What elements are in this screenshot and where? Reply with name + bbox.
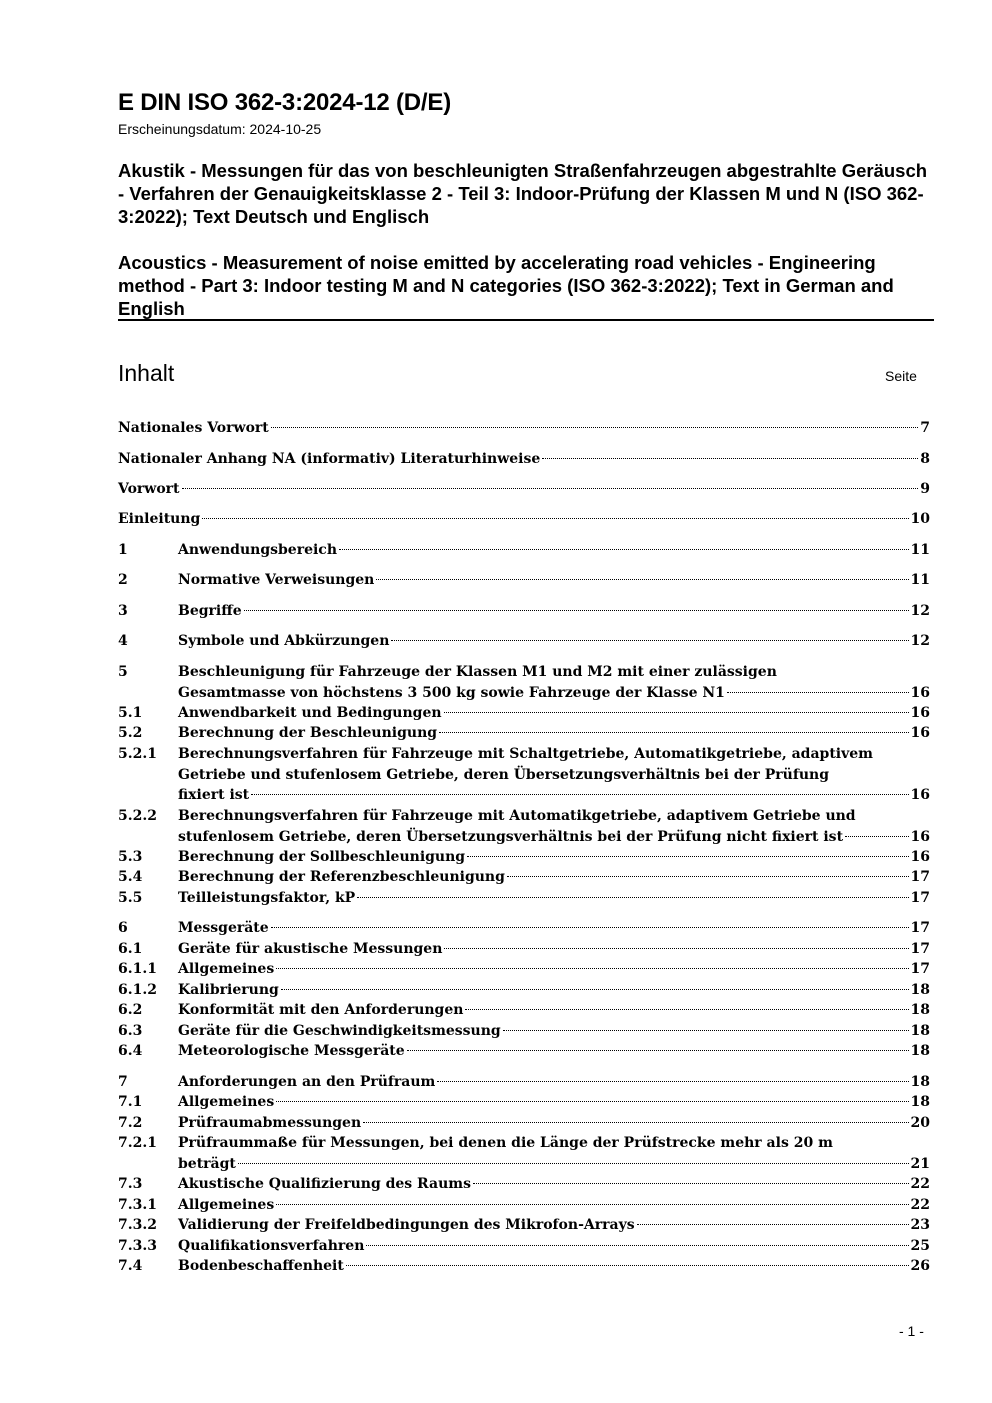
toc-entry-title: Gesamtmasse von höchstens 3 500 kg sowie Fahrzeuge der Klasse N1 (178, 684, 725, 701)
toc-dot-leader (276, 1100, 908, 1102)
toc-entry-title: Anforderungen an den Prüfraum (178, 1074, 436, 1090)
toc-entry-title: Einleitung (118, 511, 201, 527)
toc-entry-page: 18 (910, 982, 930, 998)
toc-dot-leader (366, 1244, 908, 1246)
toc-dot-leader (238, 1162, 909, 1164)
document-id: E DIN ISO 362-3:2024-12 (D/E) (118, 89, 452, 116)
toc-entry-page: 18 (910, 1094, 930, 1110)
toc-entry-page: 8 (920, 451, 930, 467)
toc-entry-number: 6.3 (118, 1023, 143, 1039)
toc-entry-number: 7.4 (118, 1258, 143, 1274)
toc-dot-leader (439, 731, 908, 733)
toc-entry-number: 7.3.1 (118, 1197, 157, 1213)
toc-dot-leader (391, 639, 908, 641)
toc-entry-number: 7.3.3 (118, 1238, 157, 1254)
toc-dot-leader (444, 711, 909, 713)
toc-entry-title: Begriffe (178, 603, 242, 619)
toc-entry-title-line: Prüfraummaße für Messungen, bei denen die Länge der Prüfstrecke mehr als 20 m (178, 1135, 833, 1151)
toc-entry-title: Prüfraumabmessungen (178, 1115, 362, 1131)
toc-dot-leader (376, 578, 908, 580)
toc-entry-page: 16 (910, 828, 930, 845)
toc-entry-title-line: Berechnungsverfahren für Fahrzeuge mit Automatikgetriebe, adaptivem Getriebe und (178, 808, 856, 824)
toc-dot-leader (276, 1203, 908, 1205)
toc-entry-title: Teilleistungsfaktor, kP (178, 890, 356, 906)
page-number: - 1 - (899, 1323, 924, 1339)
toc-entry-title: Geräte für akustische Messungen (178, 941, 443, 957)
toc-entry-number: 1 (118, 542, 128, 558)
toc-entry-title: Bodenbeschaffenheit (178, 1258, 344, 1274)
toc-entry-page: 17 (910, 920, 930, 936)
toc-entry-number: 2 (118, 572, 128, 588)
toc-entry-page: 11 (910, 542, 930, 558)
toc-entry-number: 6.1 (118, 941, 143, 957)
toc-entry-page: 16 (910, 725, 930, 741)
toc-dot-leader (845, 835, 908, 837)
toc-dot-leader (637, 1223, 909, 1225)
toc-entry-title: Konformität mit den Anforderungen (178, 1002, 464, 1018)
toc-entry-title-line: Berechnungsverfahren für Fahrzeuge mit Schaltgetriebe, Automatikgetriebe, adaptivem (178, 746, 873, 762)
toc-entry-title: Validierung der Freifeldbedingungen des Mikrofon-Arrays (178, 1217, 635, 1233)
toc-entry-title: Geräte für die Geschwindigkeitsmessung (178, 1023, 501, 1039)
toc-entry-page: 18 (910, 1023, 930, 1039)
toc-entry-number: 5 (118, 664, 128, 680)
toc-dot-leader (346, 1264, 909, 1266)
toc-dot-leader (339, 548, 909, 550)
toc-entry-number: 5.5 (118, 890, 143, 906)
toc-entry-page: 17 (910, 869, 930, 885)
toc-entry-title: Berechnung der Sollbeschleunigung (178, 849, 466, 865)
toc-dot-leader (363, 1121, 908, 1123)
toc-dot-leader (444, 947, 908, 949)
toc-entry-page: 10 (910, 511, 930, 527)
toc-entry-page: 12 (910, 603, 930, 619)
toc-entry-page: 18 (910, 1043, 930, 1059)
toc-entry-page: 17 (910, 941, 930, 957)
toc-entry-title: Kalibrierung (178, 982, 279, 998)
toc-entry-number: 6 (118, 920, 128, 936)
toc-entry-title: Berechnung der Beschleunigung (178, 725, 438, 741)
toc-dot-leader (251, 793, 908, 795)
toc-entry-page: 16 (910, 787, 930, 803)
toc-entry-page: 22 (910, 1176, 930, 1192)
publication-date: Erscheinungsdatum: 2024-10-25 (118, 121, 322, 137)
toc-entry-page: 11 (910, 572, 930, 588)
toc-entry-page: 17 (910, 890, 930, 906)
toc-entry-title: Vorwort (118, 481, 180, 497)
toc-entry-page: 20 (910, 1115, 930, 1131)
toc-entry-title: Messgeräte (178, 920, 269, 936)
toc-entry-page: 16 (910, 705, 930, 721)
title-divider (118, 319, 934, 321)
toc-entry-page: 17 (910, 961, 930, 977)
toc-entry-number: 7.2.1 (118, 1135, 157, 1151)
toc-entry-page: 12 (910, 633, 930, 649)
title-english: Acoustics - Measurement of noise emitted by accelerating road vehicles - Engineering method - Part 3: Indoor testing M and N categories (ISO 362-3:2022); Text in German and English (118, 252, 894, 319)
toc-entry-title: Akustische Qualifizierung des Raums (178, 1176, 471, 1192)
toc-entry-number: 6.1.1 (118, 961, 157, 977)
toc-entry-page: 7 (920, 420, 930, 436)
toc-entry-number: 5.2 (118, 725, 143, 741)
toc-entry-title: Meteorologische Messgeräte (178, 1043, 405, 1059)
toc-dot-leader (503, 1029, 909, 1031)
toc-entry-title-line: Beschleunigung für Fahrzeuge der Klassen M1 und M2 mit einer zulässigen (178, 664, 777, 680)
toc-dot-leader (276, 967, 908, 969)
toc-entry-title: fixiert ist (178, 787, 250, 803)
toc-entry-number: 6.4 (118, 1043, 143, 1059)
title-german: Akustik - Messungen für das von beschleunigten Straßenfahrzeugen abgestrahlte Geräusch - Verfahren der Genauigkeitsklasse 2 - Teil 3: Indoor-Prüfung der Klassen M und N (ISO 362-3:2022); Text Deutsch und Englisch (118, 160, 928, 227)
toc-entry-number: 7.1 (118, 1094, 143, 1110)
toc-dot-leader (281, 988, 909, 990)
toc-entry-number: 7.2 (118, 1115, 143, 1131)
toc-dot-leader (271, 426, 919, 428)
toc-heading: Inhalt (118, 360, 175, 386)
toc-entry-page: 16 (910, 849, 930, 865)
toc-dot-leader (357, 896, 908, 898)
toc-dot-leader (542, 457, 918, 459)
toc-entry-title-line: Getriebe und stufenlosem Getriebe, deren Übersetzungsverhältnis bei der Prüfung (178, 766, 830, 783)
toc-entry-page: 21 (910, 1155, 930, 1172)
toc-entry-number: 6.2 (118, 1002, 143, 1018)
toc-entry-title: Normative Verweisungen (178, 572, 375, 588)
toc-entry-page: 22 (910, 1197, 930, 1213)
toc-entry-page: 23 (910, 1217, 930, 1233)
toc-entry-number: 5.3 (118, 849, 143, 865)
toc-dot-leader (244, 609, 909, 611)
toc-entry-title: Qualifikationsverfahren (178, 1238, 365, 1254)
toc-entry-number: 7.3.2 (118, 1217, 157, 1233)
toc-entry-number: 3 (118, 603, 128, 619)
toc-entry-page: 26 (910, 1258, 930, 1274)
toc-dot-leader (507, 875, 909, 877)
toc-entry-title: Symbole und Abkürzungen (178, 633, 390, 649)
toc-entry-title: Nationales Vorwort (118, 420, 269, 436)
toc-entry-page: 18 (910, 1002, 930, 1018)
toc-entry-number: 5.2.2 (118, 808, 157, 824)
toc-entry-title: Allgemeines (178, 961, 275, 977)
toc-entry-number: 5.4 (118, 869, 143, 885)
toc-entry-title: Berechnung der Referenzbeschleunigung (178, 869, 505, 885)
toc-dot-leader (727, 691, 909, 693)
toc-entry-title: Nationaler Anhang NA (informativ) Literaturhinweise (118, 451, 541, 467)
toc-dot-leader (271, 926, 909, 928)
toc-entry-page: 18 (910, 1074, 930, 1090)
toc-entry-title: Anwendungsbereich (178, 542, 337, 558)
toc-entry-page: 16 (910, 684, 930, 701)
toc-dot-leader (465, 1008, 908, 1010)
toc-dot-leader (437, 1080, 908, 1082)
toc-dot-leader (202, 517, 908, 519)
toc-dot-leader (467, 855, 908, 857)
toc-entry-title: Allgemeines (178, 1094, 275, 1110)
toc-entry-title: beträgt (178, 1155, 236, 1172)
toc-dot-leader (407, 1049, 909, 1051)
toc-entry-number: 7 (118, 1074, 128, 1090)
toc-entry-title: Anwendbarkeit und Bedingungen (178, 705, 442, 721)
toc-entry-number: 6.1.2 (118, 982, 157, 998)
toc-entry-page: 25 (910, 1238, 930, 1254)
toc-entry-number: 4 (118, 633, 128, 649)
toc-entry-page: 9 (920, 481, 930, 497)
toc-entry-number: 5.1 (118, 705, 143, 721)
toc-entry-number: 7.3 (118, 1176, 143, 1192)
toc-entry-number: 5.2.1 (118, 746, 157, 762)
toc-dot-leader (473, 1182, 909, 1184)
toc-entry-title: Allgemeines (178, 1197, 275, 1213)
toc-entry-title: stufenlosem Getriebe, deren Übersetzungsverhältnis bei der Prüfung nicht fixiert ist (178, 828, 844, 845)
toc-dot-leader (182, 487, 919, 489)
toc-page-column-label: Seite (885, 368, 917, 384)
